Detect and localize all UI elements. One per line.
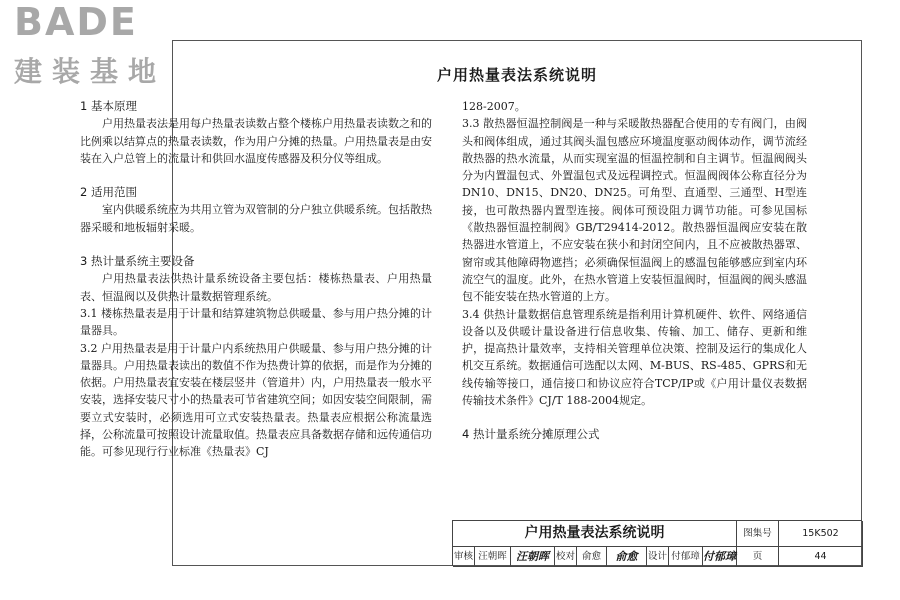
left-column [80,98,432,461]
checker-name: 俞愈 [577,547,607,567]
atlas-number-label: 图集号 [737,521,779,547]
title-block-title: 户用热量表法系统说明 [453,521,737,547]
reviewer-name: 汪朝晖 [475,547,511,567]
design-label: 设计 [647,547,669,567]
section-1-heading: 1 基本原理 [80,99,137,113]
section-2-text: 室内供暖系统应为共用立管为双管制的分户独立供暖系统。包括散热器采暖和地板辐射采暖。 [80,203,432,234]
check-label: 校对 [555,547,577,567]
logo-wordmark: BADE [14,0,138,44]
reviewer-signature: 汪朝晖 [511,547,555,567]
page-label: 页 [737,547,779,567]
continued-line: 128-2007。 [462,100,526,113]
section-3-1-text: 3.1 楼栋热量表是用于计量和结算建筑物总供暖量、参与用户热分摊的计量器具。 [80,306,432,338]
checker-signature: 俞愈 [607,547,647,567]
page-title: 户用热量表法系统说明 [436,66,597,84]
section-3-intro: 户用热量表法供热计量系统设备主要包括：楼栋热量表、户用热量表、恒温阀以及供热计量数据管理系统。 [80,272,432,303]
right-column [462,98,807,444]
section-4-heading: 4 热计量系统分摊原理公式 [462,427,600,442]
designer-name: 付郁璋 [669,547,703,567]
section-3-3-text: 3.3 散热器恒温控制阀是一种与采暖散热器配合使用的专有阀门，由阀头和阀体组成，通过其阀头温包感应环境温度驱动阀体动作，调节流经散热器的热水流量，从而实现室温的恒温控制和自主调节。恒温阀阀头分为内置温包式、外置温包式及远程调控式。恒温阀阀体公称直径分为DN10、DN15、DN20、DN25。可角型、直通型、三通型、H型连接，也可散热器内置型连接。阀体可预设阻力调节功能。可参见国标《散热器恒温控制阀》GB/T29414-2012。散热器恒温阀应安装在散热器进水管道上，不应安装在狭小和封闭空间内，且不应被散热器罩、窗帘或其他障碍物遮挡；必须确保恒温阀上的感温包能够感应到室内环流空气的温度。此外，在热水管道上安装恒温阀时，恒温阀的阀头感温包不能安装在热水管道的上方。 [462,117,807,304]
section-3-heading: 3 热计量系统主要设备 [80,254,195,269]
atlas-number: 15K502 [779,521,863,547]
designer-signature: 付郁璋 [703,547,737,567]
section-2-heading: 2 适用范围 [80,185,137,200]
section-3-4-text: 3.4 供热计量数据信息管理系统是指利用计算机硬件、软件、网络通信设备以及供暖计量设备进行信息收集、传输、加工、储存、更新和维护，提高热计量效率，支持相关管理单位决策、控制及运行的集成化人机交互系统。数据通信可选配以太网、M-BUS、RS-485、GPRS和无线传输等接口，通信接口和协议应符合TCP/IP或《户用计量仪表数据传输技术条件》CJ/T 188-2004规定。 [462,307,807,408]
bade-logo [0,0,172,90]
section-1-text: 户用热量表法是用每户热量表读数占整个楼栋户用热量表读数之和的比例乘以结算点的热量表读数，作为用户分摊的热量。户用热量表是由安装在入户总管上的流量计和供回水温度传感器及积分仪等组成。 [80,117,432,165]
page-number: 44 [779,547,863,567]
logo-subtitle: 建装基地 [14,55,167,88]
review-label: 审核 [453,547,475,567]
title-block [452,520,862,566]
section-3-2-text: 3.2 户用热量表是用于计量户内系统热用户供暖量、参与用户热分摊的计量器具。户用热量表读出的数值不作为热费计算的依据，而是作为分摊的依据。户用热量表宜安装在楼层竖井（管道井）内，户用热量表一般水平安装，选择安装尺寸小的热量表可节省建筑空间；如因安装空间限制，需要立式安装时，必须选用可立式安装热量表。热量表应根据公称流量选择，公称流量可按照设计流量取值。热量表应具备数据存储和远传通信功能。可参见现行行业标准《热量表》CJ [80,341,432,459]
